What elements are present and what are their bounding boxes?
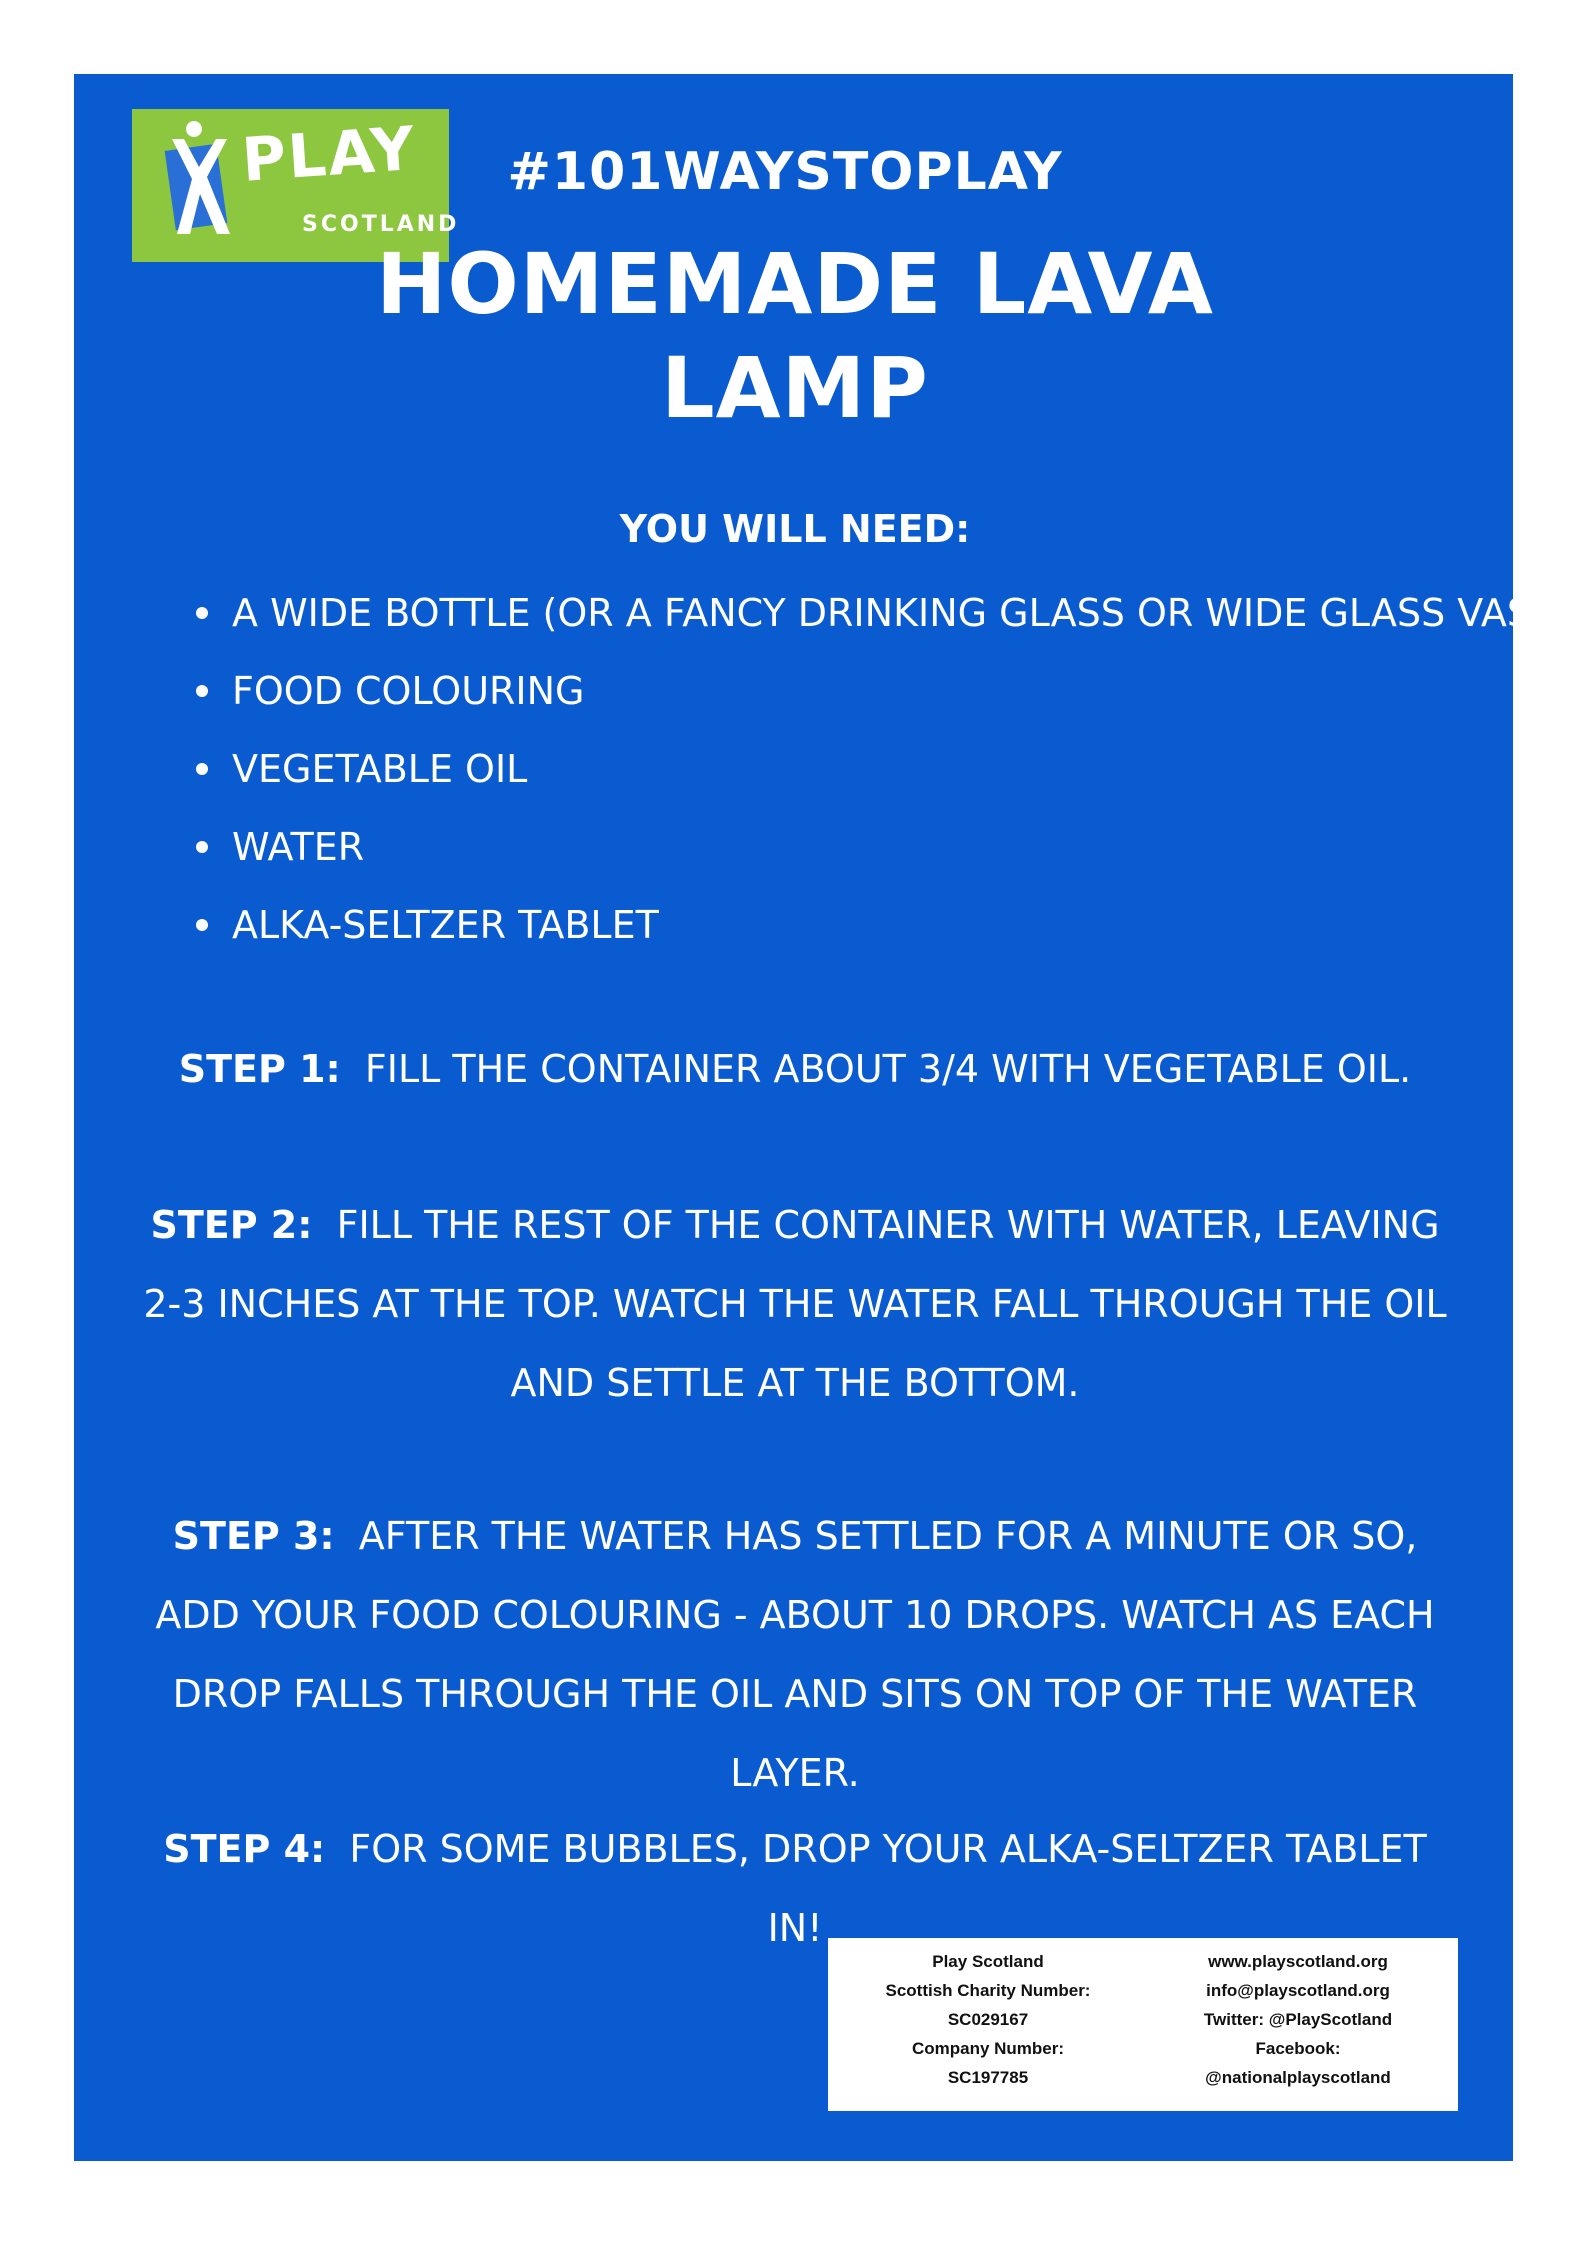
step-label: STEP 1: [178,1047,341,1091]
company-number-label: Company Number: [911,2039,1065,2058]
list-item: A WIDE BOTTLE (OR A FANCY DRINKING GLASS OR WIDE GLASS VASE) [190,574,1570,652]
charity-number-label: Scottish Charity Number: [885,1981,1091,2000]
step-label: STEP 3: [172,1514,335,1558]
bullet-icon [196,919,208,931]
charity-number: SC029167 [947,2010,1029,2029]
bullet-icon [196,841,208,853]
step-text: FOR SOME BUBBLES, DROP YOUR ALKA-SELTZER TABLET IN! [349,1827,1427,1950]
company-number: SC197785 [947,2068,1029,2087]
contact-footer [828,1938,1458,2111]
list-item: FOOD COLOURING [190,652,1570,730]
bullet-icon [196,607,208,619]
email-text: info@playscotland.org [1206,1981,1390,2000]
step-text: AFTER THE WATER HAS SETTLED FOR A MINUTE OR SO, ADD YOUR FOOD COLOURING - ABOUT 10 DROPS. WATCH AS EACH DROP FALLS THROUGH THE OIL AND SITS ON TOP OF THE WATER LAYER. [155,1514,1435,1795]
facebook-label: Facebook: [1255,2039,1341,2058]
step-text: FILL THE REST OF THE CONTAINER WITH WATER, LEAVING 2-3 INCHES AT THE TOP. WATCH THE WATER FALL THROUGH THE OIL AND SETTLE AT THE BOTTOM. [143,1203,1447,1405]
twitter-handle: Twitter: @PlayScotland [1203,2010,1393,2029]
supplies-list [190,574,1570,964]
list-item: VEGETABLE OIL [190,730,1570,808]
list-item: ALKA-SELTZER TABLET [190,886,1570,964]
logo-wordmark-play: PLAY [239,113,419,196]
step-1 [140,1030,1450,1109]
step-3 [140,1497,1450,1813]
page-title: HOMEMADE LAVA LAMP [376,235,1214,437]
facebook-handle: @nationalplayscotland [1205,2068,1391,2087]
step-label: STEP 2: [150,1203,313,1247]
bullet-icon [196,685,208,697]
hashtag: #101WAYSTOPLAY [507,142,1063,202]
contact-details [1148,1947,1448,2092]
organisation-details [838,1947,1138,2092]
website-text: www.playscotland.org [1208,1952,1388,1971]
step-2 [140,1186,1450,1423]
step-label: STEP 4: [163,1827,326,1871]
list-item: WATER [190,808,1570,886]
bullet-icon [196,763,208,775]
organisation-name: Play Scotland [932,1952,1044,1971]
step-text: FILL THE CONTAINER ABOUT 3/4 WITH VEGETABLE OIL. [364,1047,1412,1091]
logo-wordmark-scotland: SCOTLAND [302,212,460,237]
you-will-need-heading: YOU WILL NEED: [619,507,971,551]
